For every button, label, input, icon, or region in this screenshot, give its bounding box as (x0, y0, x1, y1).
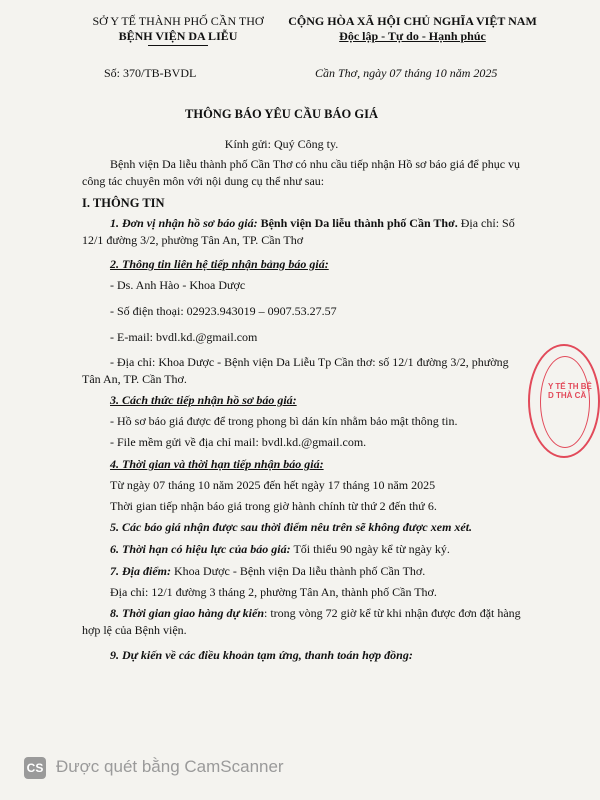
item-3-heading-text: 3. Cách thức tiếp nhận hồ sơ báo giá: (110, 393, 297, 407)
item-5-text: 5. Các báo giá nhận được sau thời điểm nêu trên sẽ không được xem xét. (110, 520, 473, 534)
document-number: Số: 370/TB-BVDL (104, 66, 197, 80)
item-6-value: Tối thiểu 90 ngày kể từ ngày ký. (293, 542, 450, 556)
stamp-inner-ring (540, 356, 590, 448)
national-motto: Độc lập - Tự do - Hạnh phúc (339, 29, 486, 43)
item-1-heading: 1. Đơn vị nhận hồ sơ báo giá: (110, 216, 258, 230)
item-4-period: Từ ngày 07 tháng 10 năm 2025 đến hết ngày 17 tháng 10 năm 2025 (110, 478, 436, 492)
document-date: Cần Thơ, ngày 07 tháng 10 năm 2025 (315, 66, 498, 80)
item-6 (82, 541, 528, 558)
national-title: CỘNG HÒA XÃ HỘI CHỦ NGHĨA VIỆT NAM (288, 14, 537, 28)
item-7-address: Địa chỉ: 12/1 đường 3 tháng 2, phường Tân An, thành phố Cần Thơ. (110, 585, 437, 599)
item-8-value: : trong vòng 72 giờ kể từ khi nhận được đơn đặt hàng hợp lệ của Bệnh viện. (82, 606, 521, 637)
item-2-email: - E-mail: bvdl.kd.@gmail.com (110, 330, 258, 344)
item-9 (82, 647, 528, 664)
item-2-heading-text: 2. Thông tin liên hệ tiếp nhận bảng báo giá: (110, 257, 329, 271)
stamp-text: Y TẾ TH BỆ D THÀ CẦ (548, 382, 592, 400)
agency-name: BỆNH VIỆN DA LIỄU (118, 29, 238, 43)
item-6-heading: 6. Thời hạn có hiệu lực của báo giá: (110, 542, 291, 556)
national-header (280, 14, 545, 44)
agency-underline (148, 45, 208, 46)
item-3-envelope: - Hồ sơ báo giá được để trong phong bì dán kín nhằm bảo mật thông tin. (110, 414, 458, 428)
section-heading: I. THÔNG TIN (82, 196, 165, 210)
document-title: THÔNG BÁO YÊU CẦU BÁO GIÁ (185, 107, 378, 121)
item-4-heading (82, 456, 528, 473)
camscanner-logo-icon: CS (24, 757, 46, 779)
agency-parent: SỞ Y TẾ THÀNH PHỐ CẦN THƠ (92, 14, 264, 28)
item-8-heading: 8. Thời gian giao hàng dự kiến (110, 606, 264, 620)
item-2-address: - Địa chỉ: Khoa Dược - Bệnh viện Da Liễu Tp Cần thơ: số 12/1 đường 3/2, phường Tân An, TP. Cần Thơ. (82, 355, 509, 386)
item-7 (82, 563, 528, 580)
greeting: Kính gửi: Quý Công ty. (224, 137, 339, 151)
item-4-heading-text: 4. Thời gian và thời hạn tiếp nhận báo giá: (110, 457, 324, 471)
agency-header (78, 14, 278, 46)
camscanner-footer (0, 750, 563, 786)
item-1-address: Địa chỉ: Số 12/1 đường 3/2, phường Tân An, TP. Cần Thơ (82, 216, 515, 247)
item-8 (82, 605, 528, 639)
item-4-hours: Thời gian tiếp nhận báo giá trong giờ hành chính từ thứ 2 đến thứ 6. (110, 499, 437, 513)
item-3-heading (82, 392, 528, 409)
item-5 (82, 519, 528, 536)
item-2-contact-name: - Ds. Anh Hào - Khoa Dược (110, 278, 246, 292)
item-1 (82, 215, 528, 249)
item-1-value: Bệnh viện Da liễu thành phố Cần Thơ. (260, 216, 458, 230)
red-stamp (528, 344, 600, 458)
camscanner-watermark: Được quét bằng CamScanner (56, 757, 284, 776)
item-9-heading: 9. Dự kiến về các điều khoản tạm ứng, thanh toán hợp đồng: (110, 648, 413, 662)
item-7-heading: 7. Địa điểm: (110, 564, 171, 578)
intro-paragraph: Bệnh viện Da liễu thành phố Cần Thơ có nhu cầu tiếp nhận Hồ sơ báo giá để phục vụ công tác chuyên môn với nội dung cụ thể như sau: (82, 157, 521, 188)
item-2-heading (82, 256, 528, 273)
item-7-value: Khoa Dược - Bệnh viện Da liễu thành phố Cần Thơ. (174, 564, 426, 578)
item-3-email: - File mềm gửi về địa chỉ mail: bvdl.kd.@gmail.com. (110, 435, 367, 449)
item-2-phone: - Số điện thoại: 02923.943019 – 0907.53.27.57 (110, 304, 337, 318)
